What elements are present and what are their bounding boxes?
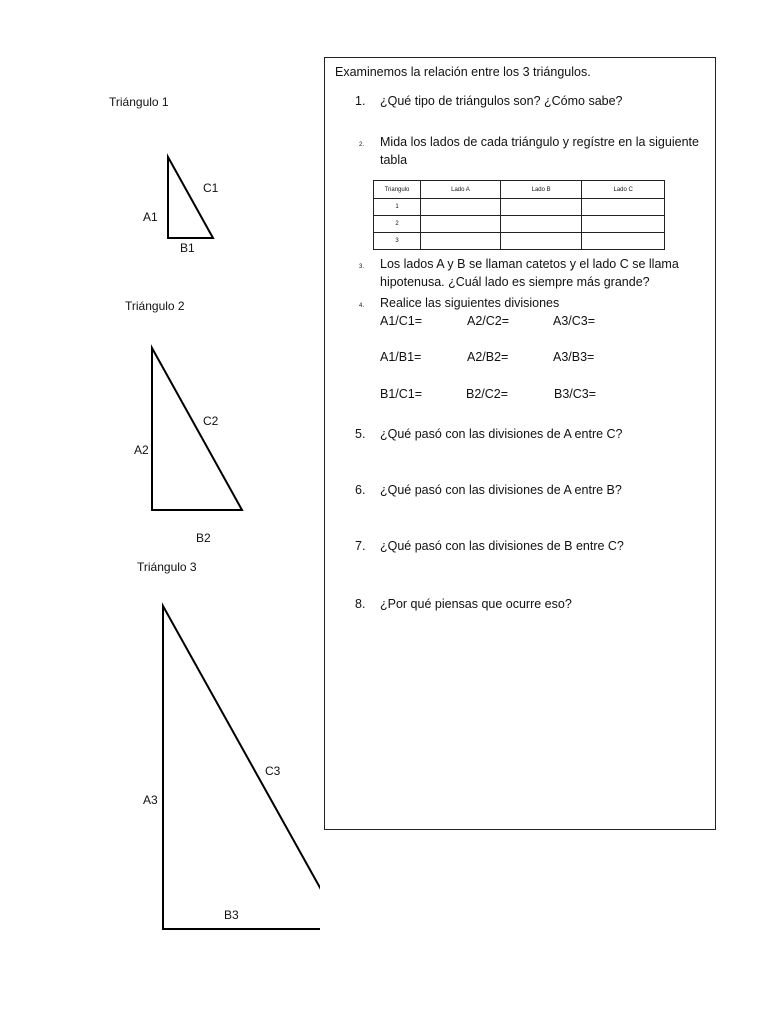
division-a1-c1: A1/C1= <box>380 314 423 328</box>
table-header: Lado A <box>421 181 501 199</box>
table-cell[interactable] <box>582 199 665 216</box>
table-header: Triangulo <box>374 181 421 199</box>
triangle-3-side-c: C3 <box>265 764 281 778</box>
table-cell[interactable] <box>421 216 501 233</box>
question-number: 4. <box>359 303 365 309</box>
table-cell[interactable] <box>582 233 665 250</box>
table-row-label: 3 <box>374 233 421 250</box>
question-7 <box>355 537 700 555</box>
question-6 <box>355 481 700 499</box>
table-cell[interactable] <box>500 233 581 250</box>
question-2 <box>359 133 710 169</box>
question-text: Realice las siguientes divisiones <box>380 296 560 310</box>
table-row <box>374 233 665 250</box>
question-8 <box>355 595 700 613</box>
table-cell[interactable] <box>421 233 501 250</box>
table-header-row <box>374 181 665 199</box>
triangle-3-side-b: B3 <box>224 908 239 922</box>
table-row <box>374 199 665 216</box>
triangles-drawing <box>0 0 320 1024</box>
triangle-2-shape <box>152 348 242 510</box>
triangle-2-title: Triángulo 2 <box>125 299 185 313</box>
question-number: 7. <box>355 539 366 553</box>
triangle-3-title: Triángulo 3 <box>137 560 197 574</box>
question-text: Mida los lados de cada triángulo y regístre en la siguiente tabla <box>380 135 699 167</box>
division-a3-c3: A3/C3= <box>553 314 596 328</box>
table-cell[interactable] <box>582 216 665 233</box>
triangle-1-side-c: C1 <box>203 181 219 195</box>
triangle-2-side-a: A2 <box>134 443 149 457</box>
table-cell[interactable] <box>500 199 581 216</box>
question-text: ¿Por qué piensas que ocurre eso? <box>380 597 572 611</box>
division-b1-c1: B1/C1= <box>380 387 423 401</box>
division-a2-c2: A2/C2= <box>467 314 510 328</box>
triangle-1-title: Triángulo 1 <box>109 95 169 109</box>
table-row-label: 1 <box>374 199 421 216</box>
measurement-table <box>373 180 665 250</box>
question-text: Los lados A y B se llaman catetos y el lado C se llama hipotenusa. ¿Cuál lado es siempre más grande? <box>380 257 679 289</box>
division-b3-c3: B3/C3= <box>554 387 597 401</box>
triangle-1-side-b: B1 <box>180 241 195 255</box>
question-5 <box>355 425 700 443</box>
table-header: Lado B <box>500 181 581 199</box>
question-1 <box>355 92 700 110</box>
question-text: ¿Qué pasó con las divisiones de B entre C? <box>380 539 624 553</box>
table-row <box>374 216 665 233</box>
question-number: 1. <box>355 94 366 108</box>
question-text: ¿Qué tipo de triángulos son? ¿Cómo sabe? <box>380 94 623 108</box>
question-number: 5. <box>355 427 366 441</box>
worksheet-intro: Examinemos la relación entre los 3 triángulos. <box>335 65 591 79</box>
triangle-3-shape <box>163 606 320 929</box>
table-cell[interactable] <box>500 216 581 233</box>
division-a3-b3: A3/B3= <box>553 350 595 364</box>
question-4 <box>359 294 710 312</box>
triangle-2-side-c: C2 <box>203 414 219 428</box>
question-number: 6. <box>355 483 366 497</box>
triangle-3-side-a: A3 <box>143 793 158 807</box>
question-text: ¿Qué pasó con las divisiones de A entre B? <box>380 483 622 497</box>
question-number: 3. <box>359 264 365 270</box>
triangle-1-side-a: A1 <box>143 210 158 224</box>
question-3 <box>359 255 710 291</box>
division-a1-b1: A1/B1= <box>380 350 422 364</box>
table-row-label: 2 <box>374 216 421 233</box>
division-b2-c2: B2/C2= <box>466 387 509 401</box>
triangle-2-side-b: B2 <box>196 531 211 545</box>
table-header: Lado C <box>582 181 665 199</box>
worksheet-box <box>324 57 716 830</box>
table-cell[interactable] <box>421 199 501 216</box>
question-number: 2. <box>359 142 365 148</box>
triangle-1-shape <box>168 157 213 238</box>
division-a2-b2: A2/B2= <box>467 350 509 364</box>
question-text: ¿Qué pasó con las divisiones de A entre C? <box>380 427 623 441</box>
question-number: 8. <box>355 597 366 611</box>
